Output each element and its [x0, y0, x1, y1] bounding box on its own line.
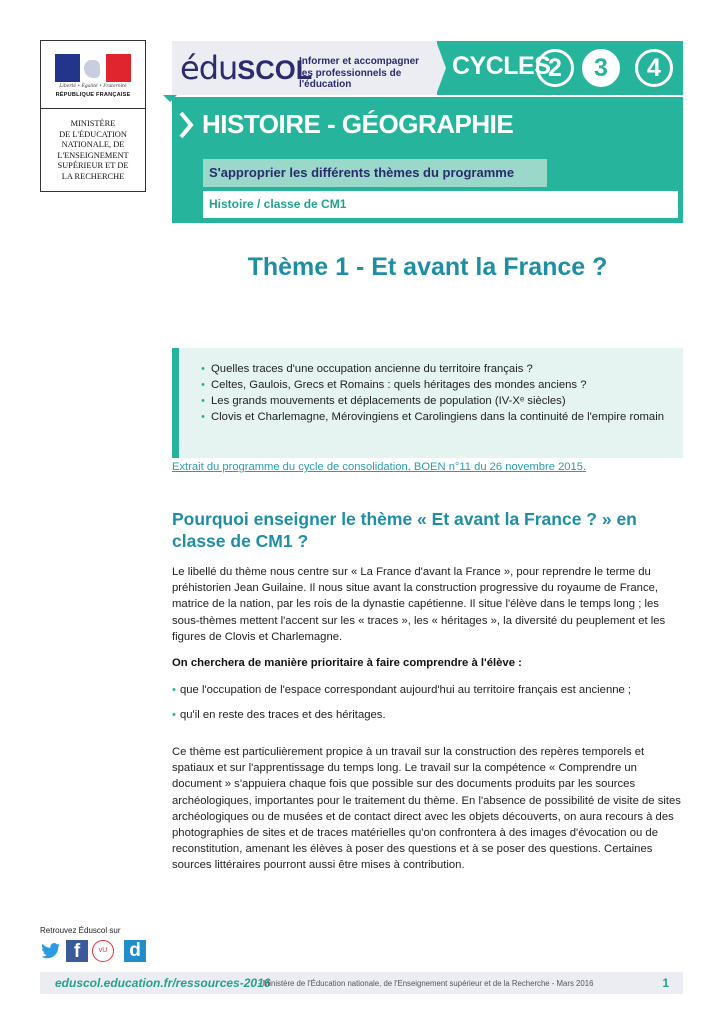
footer-url-link[interactable]: eduscol.education.fr/ressources-2016: [55, 976, 271, 990]
priority-heading: On cherchera de manière prioritaire à faire comprendre à l'élève :: [172, 657, 522, 669]
program-list: [201, 361, 673, 425]
bullet-icon: •: [172, 684, 176, 696]
cycles-banner: [437, 41, 683, 95]
list-item: [172, 709, 386, 721]
program-subtitle: S'approprier les différents thèmes du programme: [203, 159, 547, 187]
ministry-name: MINISTÈRE DE L'ÉDUCATION NATIONALE, DE L'ENSEIGNEMENT SUPÉRIEUR ET DE LA RECHERCHE: [57, 119, 129, 181]
marianne-logo: [41, 41, 145, 109]
page-footer: [40, 972, 683, 994]
list-item: • Celtes, Gaulois, Grecs et Romains : quels héritages des mondes anciens ?: [201, 377, 673, 393]
list-item: • Les grands mouvements et déplacements de population (IV-Xᵉ siècles): [201, 393, 673, 409]
tricolor-flag-icon: [55, 54, 131, 82]
eduscol-tagline: Informer et accompagner les professionnels de l'éducation: [299, 56, 420, 90]
list-item: • Quelles traces d'une occupation ancienne du territoire français ?: [201, 361, 673, 377]
page-title: Thème 1 - Et avant la France ?: [247, 253, 608, 281]
bullet-icon: •: [172, 709, 176, 721]
bullet-text: qu'il en reste des traces et des héritages.: [179, 709, 386, 721]
logo-scol: SCOL: [237, 55, 313, 85]
twitter-icon[interactable]: [40, 940, 62, 962]
eduscol-logo[interactable]: [180, 49, 312, 87]
logo-edu: édu: [180, 49, 238, 87]
republique-francaise-label: RÉPUBLIQUE FRANÇAISE: [55, 92, 131, 98]
chevron-right-icon: [178, 111, 194, 139]
footer-text: - Ministère de l'Éducation nationale, de l'Enseignement supérieur et de la Recherche - Mars 2016: [258, 979, 594, 988]
cycle-3-badge: 3: [582, 49, 620, 87]
program-excerpt-box: [172, 348, 683, 458]
eduscol-banner: [172, 41, 437, 95]
bullet-text: que l'occupation de l'espace correspondant aujourd'hui au territoire français est ancienne ;: [179, 684, 632, 696]
cycle-4-badge: 4: [635, 49, 673, 87]
list-item: [172, 684, 631, 696]
subject-band: [172, 97, 683, 223]
class-level: Histoire / classe de CM1: [203, 191, 678, 218]
viadeo-icon[interactable]: vU: [92, 940, 114, 962]
subject-title: HISTOIRE - GÉOGRAPHIE: [202, 109, 514, 139]
list-item: • Clovis et Charlemagne, Mérovingiens et Carolingiens dans la continuité de l'empire romain: [201, 409, 673, 425]
intro-paragraph: Le libellé du thème nous centre sur « La France d'avant la France », pour reprendre le terme du préhistorien Jean Guilaine. Il nous situe avant la construction progressive du royaume de France, matrice de la nation, par les rois de la dynastie capétienne. Il situe l'élève dans le temps long ; les sous-thèmes mettent l'accent sur les « traces », les « héritages », la diversité du peuplement et les figures de Clovis et Charlemagne.: [172, 566, 666, 643]
republic-motto: Liberté • Égalité • Fraternité: [59, 84, 127, 89]
dailymotion-icon[interactable]: d: [124, 940, 146, 962]
program-source-link[interactable]: Extrait du programme du cycle de consolidation, BOEN n°11 du 26 novembre 2015.: [172, 461, 587, 473]
social-label: Retrouvez Éduscol sur: [40, 926, 121, 935]
body-paragraph: Ce thème est particulièrement propice à un travail sur la construction des repères temporels et spatiaux et sur l'apprentissage du temps long. Le travail sur la compétence « Comprendre un document » s'appuiera chaque fois que possible sur des documents produits par les sources archéologiques, importantes pour le traitement du thème. En l'absence de possibilité de visite de sites archéologiques ou de musées et de contact direct avec les objets découverts, on aura recours à des photographies de sites et de traces matérielles qu'on confrontera à des images d'évocation ou de reconstitution, amenant les élèves à poser des questions et à se poser des questions. Certaines sources littéraires pourront aussi être mises à contribution.: [172, 746, 681, 872]
section-heading: Pourquoi enseigner le thème « Et avant la France ? » en classe de CM1 ?: [172, 509, 637, 551]
page-number: 1: [662, 976, 669, 990]
ministry-logo: [40, 40, 146, 192]
facebook-icon[interactable]: f: [66, 940, 88, 962]
cycles-label: CYCLES: [452, 52, 551, 80]
cycle-2-badge: 2: [536, 49, 574, 87]
